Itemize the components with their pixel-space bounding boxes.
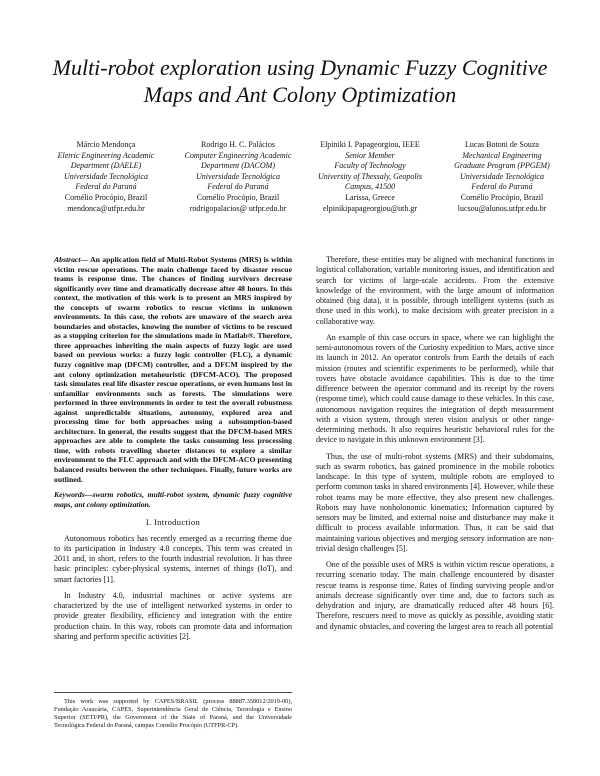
author-affiliation: Department (DAELE) [70,161,142,171]
abstract-text: An application field of Multi-Robot Systems (MRS) is within victim rescue operations. The main challenge faced by disaster rescue teams is response time. The chances of finding survivors decrease significantly over time and dramatically decrease after 48 hours. In this context, the motivation of this work is to present an MRS inspired by the concepts of swarm robotics to rescue victims in unknown environments. In this case, the robots are unaware of the search area boundaries and obstacles, knowing the number of victims to be rescued as a stopping criterion for the simulations made in Matlab®. Therefore, three approaches inheriting the main aspects of fuzzy logic are used based on previous works: a fuzzy logic controller (FLC), a dynamic fuzzy cognitive map (DFCM) controller, and a DFCM inspired by the ant colony optimization metaheuristic (DFCM-ACO). The proposed task simulates real life disaster rescue operations, or even humans lost in unfamiliar environments such as forests. The simulations were performed in three environments in order to test the overall robustness against unpredictable situations, autonomy, explored area and processing time for both approaches using a subsumption-based architecture. In general, the results suggest that the DFCM-based MRS approaches are able to complete the tasks consuming less processing time, with robots travelling shorter distances to explore a similar environment to the FLC approach and with the DFCM-ACO presenting balanced results between the other techniques. Finally, future works are outlined. [54,255,292,484]
author-location: Cornélio Procópio, Brazil [460,192,544,202]
author-location: Larissa, Greece [345,192,395,202]
author-affiliation: Universidade Tecnológica [64,171,148,181]
footnote: This work was supported by CAPES/BRASIL (process 88887.350012/2019-00), Fundação Araucária, CAPES, Superintendência Geral de Ciência, Tecnologia e Ensino Superior (SETI/PR), the Government of the State of Paraná, and the Universidade Tecnológica Federal do Paraná, campus Cornélio Procópio (UTFPR-CP). [54,692,292,730]
left-column [54,255,292,642]
paragraph: Thus, the use of multi-robot systems (MRS) and their subdomains, such as swarm robotics, has gained prominence in the mobile robotics landscape. In this type of system, multiple robots are employed to perform common tasks in shared environments [4]. However, while these robot teams may be more effective, they also present new challenges. Robots may have nonholonomic kinematics; Information captured by sensors may be limited, and external noise and disturbance may make it difficult to process available information. Thus, it can be said that maintaining various objectives and merging sensory information are non-trivial design challenges [5]. [316,451,554,553]
abstract-lead: Abstract— [54,255,89,264]
author-3 [304,140,436,214]
abstract [54,255,292,484]
paper-title: Multi-robot exploration using Dynamic Fuzzy Cognitive Maps and Ant Colony Optimization [52,55,548,107]
paragraph: One of the possible uses of MRS is within victim rescue operations, a recurring scenario today. The main challenge encountered by disaster rescue teams is response time. Rates of finding surviving people and/or animals decrease significantly over time and, due to factors such as dehydration and injury, are dramatically reduced after 48 hours [6]. Therefore, rescuers need to move as quickly as possible, avoiding static and dynamic obstacles, and covering the largest area to reach all potential [316,560,554,631]
author-4 [436,140,568,214]
author-affiliation: Department (DACOM) [201,161,275,171]
right-column [316,255,554,642]
paragraph: An example of this case occurs in space, where we can highlight the semi-autonomous rovers of the Curiosity expedition to Mars, active since its launch in 2012. An operator controls from Earth the details of each mission (routes and scientific experiments to be performed), while that rovers have obstacle avoidance capabilities. This is due to the time difference between the operator command and its receipt by the rovers (response time), which could cause damage to these vehicles. In this case, autonomous navigation requires the integration of depth measurement with a vision system, through stereo vision analysis or other range-determining methods. It also requires heuristic behavioral rules for the device to navigate in this unknown environment [3]. [316,332,554,445]
section-heading: I. Introduction [145,517,201,528]
author-email: lucsou@alunos.utfpr.edu.br [457,203,547,213]
author-email: mendonca@utfpr.edu.br [67,203,145,213]
author-email: rodrigopalacios@ utfpr.edu.br [189,203,287,213]
author-name: Elpiniki I. Papageorgiou, IEEE [320,140,420,149]
keywords: Keywords—swarm robotics, multi-robot system, dynamic fuzzy cognitive maps, ant colony optimization. [54,490,292,509]
paragraph: In Industry 4.0, industrial machines or active systems are characterized by the use of intelligent networked systems in order to provide greater flexibility, efficiency and integration with the entire production chain. In this way, robots can promote data and information sharing and perform specific activities [2]. [54,590,292,641]
paragraph: Autonomous robotics has recently emerged as a recurring theme due to its participation in Industry 4.0 concepts. This term was created in 2011 and, in short, refers to the fourth industrial revolution. It has three basic principles: cyber-physical systems, internet of things (IoT), and smart factories [1]. [54,533,292,584]
author-location: Cornélio Procópio, Brazil [196,192,280,202]
author-affiliation: Faculty of Technology [334,161,406,171]
author-email: elpinikipapageorgiou@uth.gr [322,203,418,213]
author-name: Rodrigo H. C. Palácios [201,140,275,149]
paragraph: Therefore, these entities may be aligned with mechanical functions in logistical collaboration, variable monitoring issues, and identification and search for victims of large-scale accidents. From the extensive knowledge of the environment, with the large amount of information obtained (big data), it is possible, through intelligent systems (such as those used in this work), to make decisions with greater precision in a collaborative way. [316,255,554,326]
author-2 [172,140,304,214]
author-affiliation: Eletric Engineering Academic [57,150,155,160]
author-affiliation: Graduate Program (PPGEM) [454,161,550,171]
author-affiliation: Senior Member [345,150,395,160]
body-columns [54,255,554,642]
author-affiliation: Universidade Tecnológica [460,171,544,181]
author-affiliation: Federal do Paraná [75,182,137,192]
author-name: Márcio Mendonça [76,140,136,149]
author-affiliation: Mechanical Engineering [462,150,542,160]
author-affiliation: Federal do Paraná [471,182,533,192]
author-location: Cornélio Procópio, Brazil [64,192,148,202]
author-affiliation: Campus, 41500 [344,182,396,192]
author-1 [40,140,172,214]
author-affiliation: Federal do Paraná [207,182,269,192]
author-name: Lucas Botoni de Souza [465,140,539,149]
author-affiliation: Universidade Tecnológica [196,171,280,181]
author-affiliation: Computer Engineering Academic [184,150,292,160]
author-block [40,140,570,214]
author-affiliation: University of Thessaly, Geopolis [318,171,422,181]
